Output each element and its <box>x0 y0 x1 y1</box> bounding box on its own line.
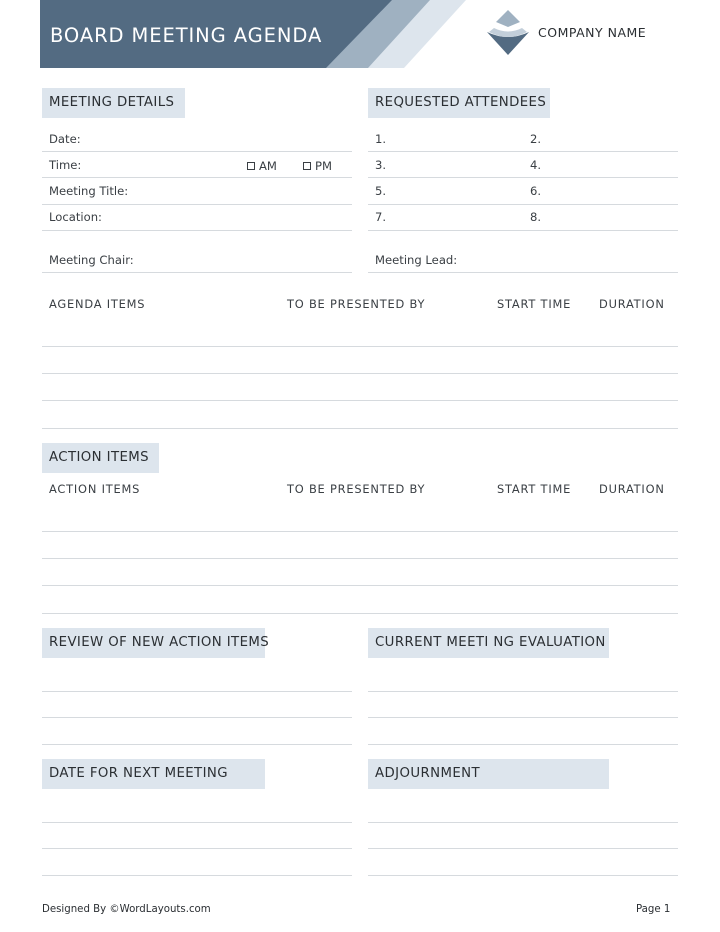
attendee-number-6: 6. <box>530 184 542 198</box>
review-new-action-items-heading: REVIEW OF NEW ACTION ITEMS <box>42 628 265 658</box>
agenda-start-time-column-header: START TIME <box>497 297 572 311</box>
action-items-heading: ACTION ITEMS <box>42 443 159 473</box>
adjournment-heading: ADJOURNMENT <box>368 759 609 789</box>
action-presenter-column-header: TO BE PRESENTED BY <box>287 482 426 496</box>
attendee-number-2: 2. <box>530 132 542 146</box>
adjournment-rule <box>368 848 678 849</box>
attendee-rule <box>368 272 678 273</box>
action-duration-column-header: DURATION <box>599 482 665 496</box>
current-meeting-evaluation-heading: CURRENT MEETI NG EVALUATION <box>368 628 609 658</box>
attendee-number-1: 1. <box>375 132 387 146</box>
meeting-title-label: Meeting Title: <box>49 184 129 198</box>
review-rule <box>42 717 352 718</box>
agenda-row-rule <box>42 346 678 347</box>
company-name: COMPANY NAME <box>538 25 647 40</box>
agenda-duration-column-header: DURATION <box>599 297 665 311</box>
action-row-rule <box>42 558 678 559</box>
pm-checkbox[interactable] <box>303 162 311 170</box>
attendee-rule <box>368 151 678 152</box>
pm-option[interactable] <box>303 158 332 174</box>
evaluation-rule <box>368 717 678 718</box>
action-row-rule <box>42 613 678 614</box>
action-row-rule <box>42 531 678 532</box>
evaluation-rule <box>368 691 678 692</box>
pm-label: PM <box>315 159 332 173</box>
next-meeting-rule <box>42 822 352 823</box>
am-option[interactable] <box>247 158 277 174</box>
time-label: Time: <box>49 158 82 172</box>
action-row-rule <box>42 585 678 586</box>
location-label: Location: <box>49 210 102 224</box>
attendee-rule <box>368 177 678 178</box>
action-start-time-column-header: START TIME <box>497 482 572 496</box>
detail-rule <box>42 177 352 178</box>
meeting-chair-label: Meeting Chair: <box>49 253 134 267</box>
review-rule <box>42 744 352 745</box>
attendee-number-5: 5. <box>375 184 387 198</box>
detail-rule <box>42 230 352 231</box>
agenda-items-column-header: AGENDA ITEMS <box>49 297 146 311</box>
footer-credit: Designed By ©WordLayouts.com <box>42 904 211 915</box>
attendee-number-7: 7. <box>375 210 387 224</box>
agenda-presenter-column-header: TO BE PRESENTED BY <box>287 297 426 311</box>
detail-rule <box>42 151 352 152</box>
attendee-number-8: 8. <box>530 210 542 224</box>
meeting-lead-label: Meeting Lead: <box>375 253 458 267</box>
page-number: Page 1 <box>636 904 671 915</box>
attendee-rule <box>368 204 678 205</box>
attendee-number-4: 4. <box>530 158 542 172</box>
agenda-row-rule <box>42 428 678 429</box>
detail-rule <box>42 272 352 273</box>
company-logo-icon <box>484 9 532 57</box>
attendee-rule <box>368 230 678 231</box>
next-meeting-rule <box>42 875 352 876</box>
attendee-number-3: 3. <box>375 158 387 172</box>
am-checkbox[interactable] <box>247 162 255 170</box>
page-title: BOARD MEETING AGENDA <box>50 24 323 47</box>
next-meeting-rule <box>42 848 352 849</box>
adjournment-rule <box>368 875 678 876</box>
action-items-column-header: ACTION ITEMS <box>49 482 141 496</box>
date-label: Date: <box>49 132 81 146</box>
review-rule <box>42 691 352 692</box>
requested-attendees-heading: REQUESTED ATTENDEES <box>368 88 550 118</box>
meeting-details-heading: MEETING DETAILS <box>42 88 185 118</box>
date-for-next-meeting-heading: DATE FOR NEXT MEETING <box>42 759 265 789</box>
evaluation-rule <box>368 744 678 745</box>
am-label: AM <box>259 159 277 173</box>
agenda-row-rule <box>42 373 678 374</box>
detail-rule <box>42 204 352 205</box>
adjournment-rule <box>368 822 678 823</box>
agenda-row-rule <box>42 400 678 401</box>
